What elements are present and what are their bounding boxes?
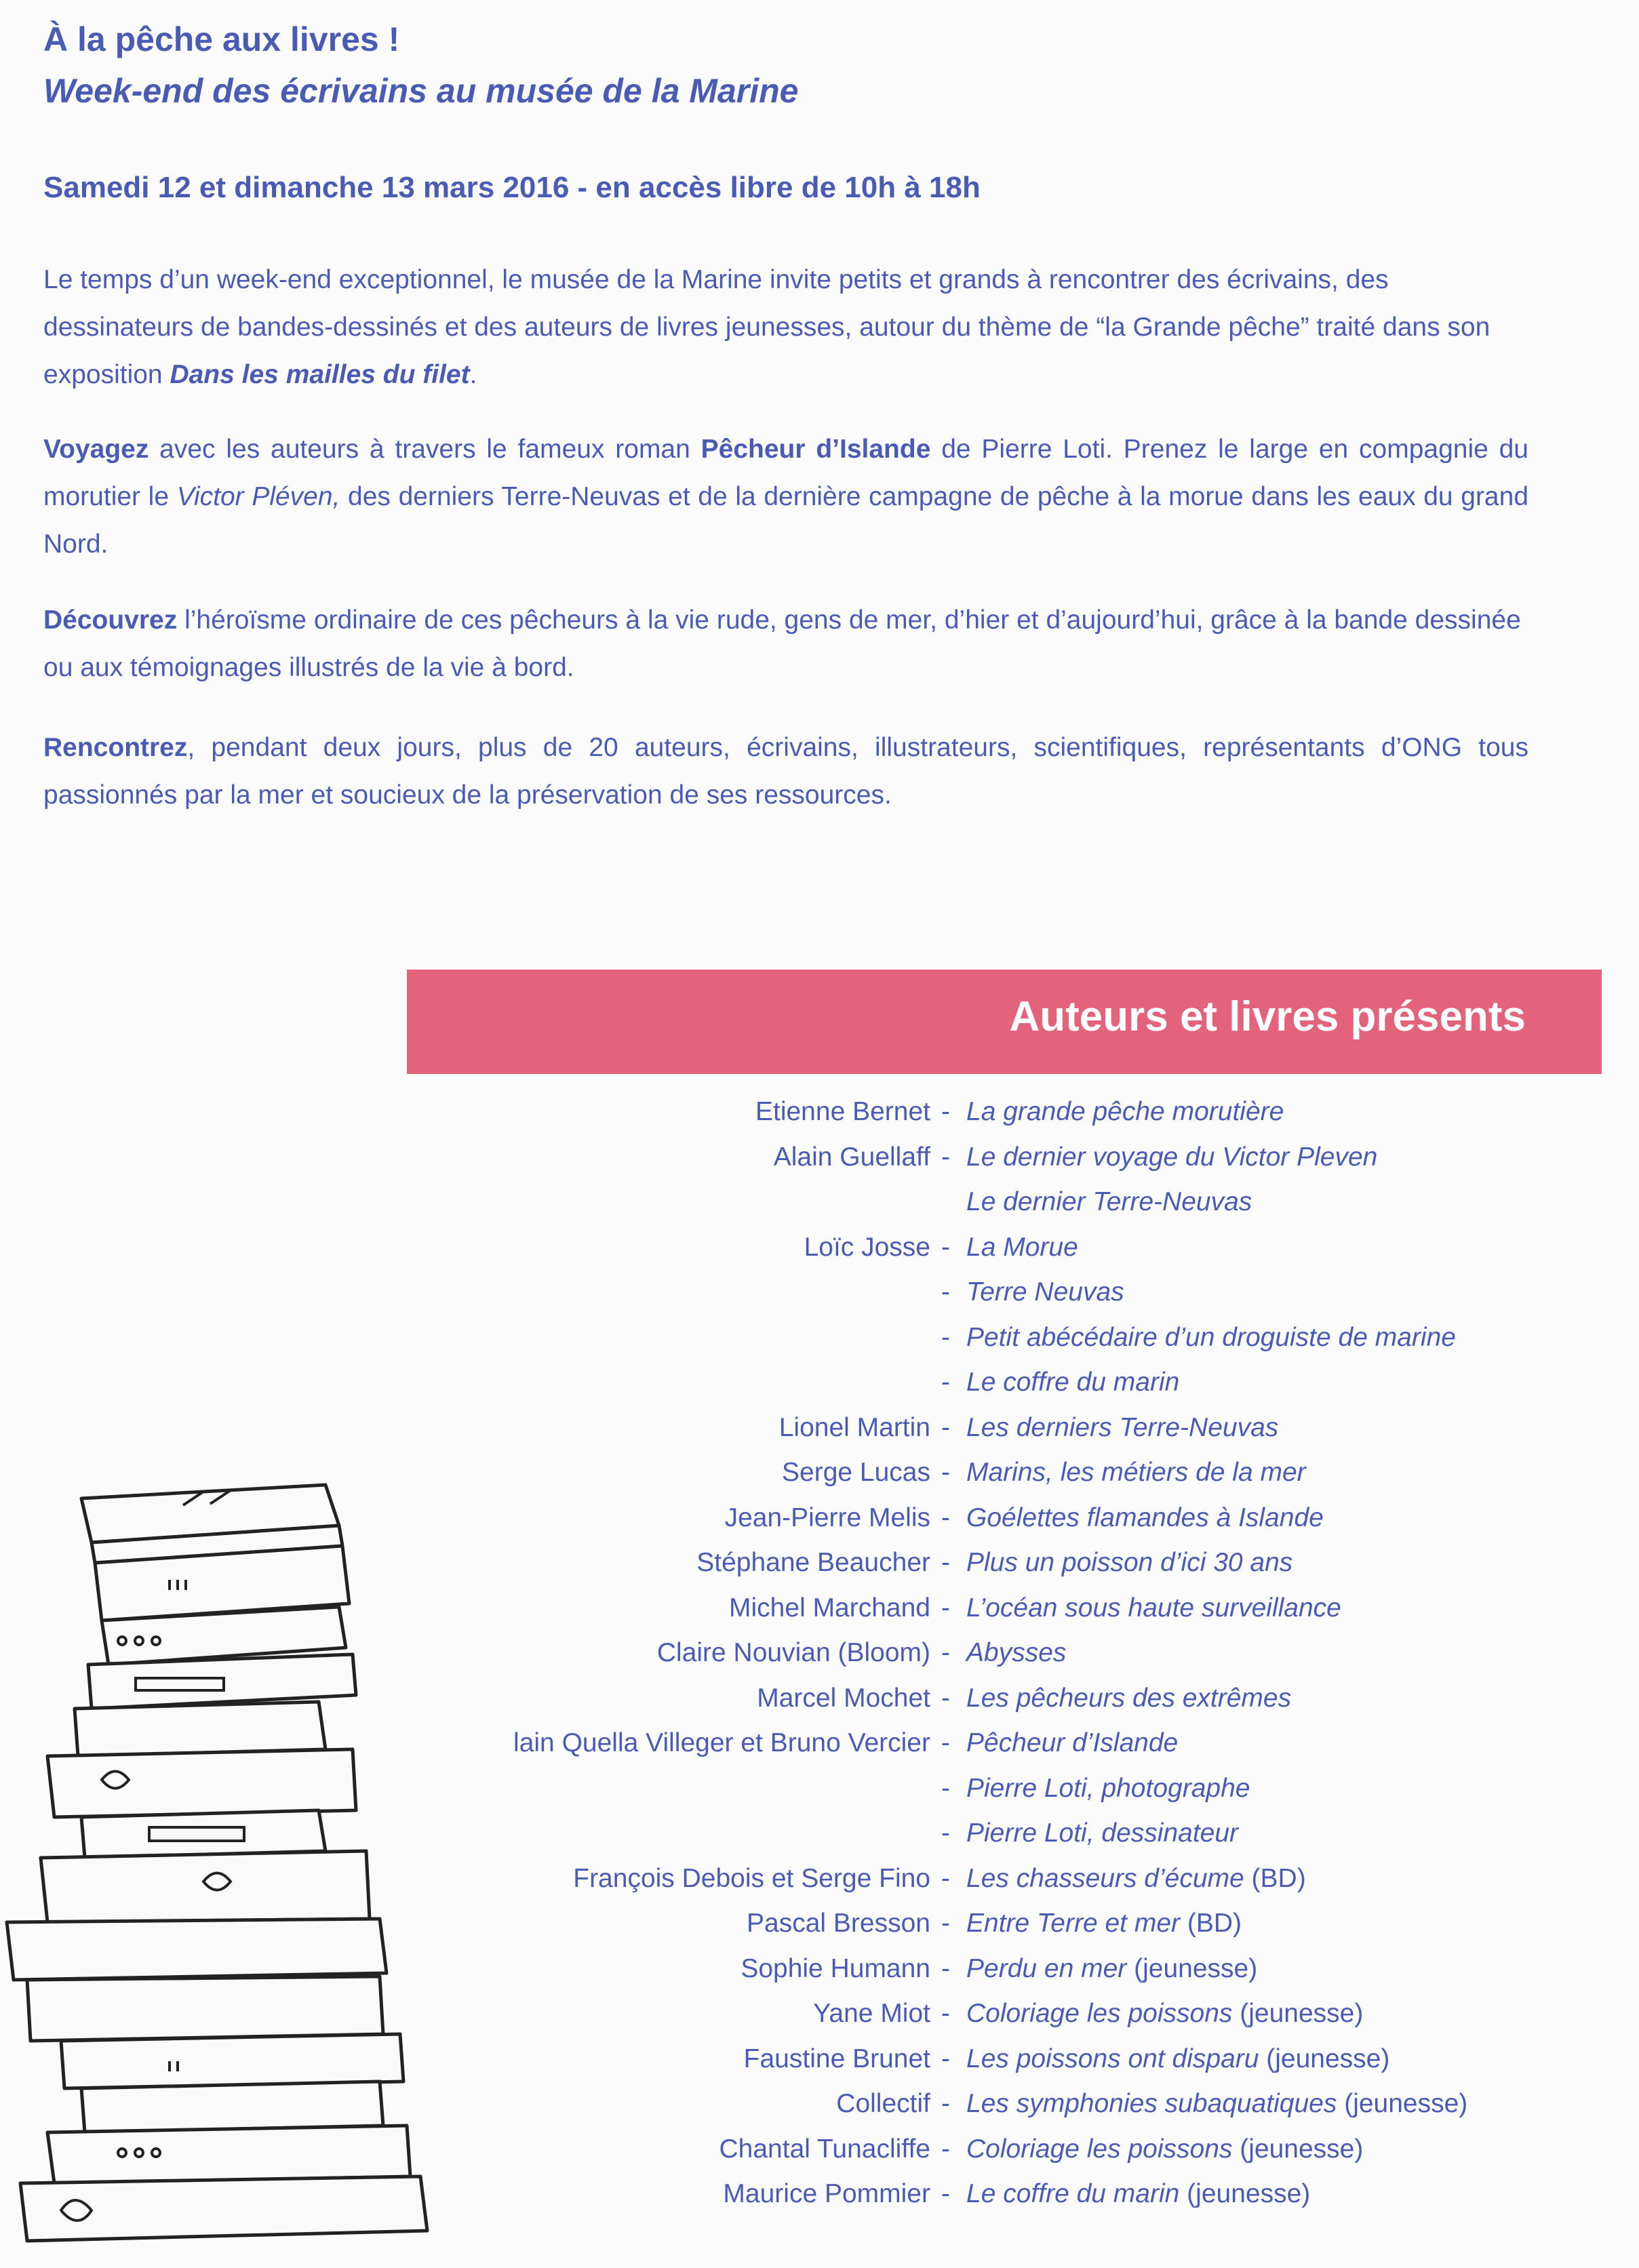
book-title xyxy=(966,1233,1078,1262)
book-title xyxy=(966,1684,1291,1713)
decouvrez-lead: Découvrez xyxy=(43,605,178,635)
book-title xyxy=(966,1954,1257,1984)
book-title-text: Coloriage les poissons xyxy=(966,2134,1233,2164)
book-stack-drawing-icon xyxy=(0,1471,448,2251)
author-name: François Debois et Serge Fino xyxy=(573,1863,930,1893)
author-name: Michel Marchand xyxy=(729,1593,930,1623)
voyagez-paragraph xyxy=(43,426,1528,568)
intro-paragraph xyxy=(43,256,1528,399)
book-title-text: Terre Neuvas xyxy=(966,1277,1124,1307)
book-title xyxy=(966,1368,1179,1397)
book-title-text: Perdu en mer xyxy=(966,1953,1127,1983)
book-title-text: Pierre Loti, dessinateur xyxy=(966,1818,1239,1848)
author-name: Maurice Pommier xyxy=(723,2179,930,2208)
book-title xyxy=(966,1323,1456,1353)
book-title xyxy=(966,1142,1377,1172)
book-title-text: Les poissons ont disparu xyxy=(966,2044,1259,2073)
author-entry xyxy=(0,1368,1639,1412)
entry-dash: - xyxy=(941,1909,950,1938)
entry-dash: - xyxy=(941,2044,950,2073)
book-title xyxy=(966,1548,1292,1578)
entry-dash: - xyxy=(941,1773,950,1803)
book-title xyxy=(966,1728,1178,1758)
author-entry xyxy=(0,1142,1639,1187)
book-category: (BD) xyxy=(1244,1863,1306,1893)
book-title xyxy=(966,1593,1341,1623)
book-title-text: Goélettes flamandes à Islande xyxy=(966,1503,1324,1532)
book-title xyxy=(966,1503,1324,1533)
author-entry xyxy=(0,1233,1639,1277)
author-entry xyxy=(0,1097,1639,1142)
book-title-text: Les derniers Terre-Neuvas xyxy=(966,1412,1279,1442)
book-category: (jeunesse) xyxy=(1179,2179,1311,2208)
entry-dash: - xyxy=(941,1412,950,1442)
book-title-text: Pêcheur d’Islande xyxy=(966,1728,1179,1757)
book-title xyxy=(966,1864,1306,1894)
entry-dash: - xyxy=(941,2134,950,2164)
entry-dash: - xyxy=(941,2089,950,2118)
book-title-text: Les pêcheurs des extrêmes xyxy=(966,1683,1292,1713)
book-title xyxy=(966,2044,1389,2074)
author-name: Pascal Bresson xyxy=(747,1909,930,1938)
author-entry xyxy=(0,1277,1639,1322)
page-title: À la pêche aux livres ! xyxy=(43,20,400,58)
book-category: (jeunesse) xyxy=(1232,1999,1364,2028)
author-name: Collectif xyxy=(836,2089,930,2118)
author-name: Alain Guellaff xyxy=(773,1142,930,1172)
book-title-text: L’océan sous haute surveillance xyxy=(966,1593,1341,1623)
entry-dash: - xyxy=(941,1322,950,1352)
book-title xyxy=(966,1097,1284,1127)
book-title xyxy=(966,1909,1242,1938)
author-entry xyxy=(0,1187,1639,1232)
voyagez-text-b: de Pierre Loti. Prenez le large en compagnie du morutier le xyxy=(43,435,1528,511)
section-title: Auteurs et livres présents xyxy=(1009,993,1526,1040)
author-entry xyxy=(0,1413,1639,1458)
book-title-text: La Morue xyxy=(966,1232,1078,1262)
book-title xyxy=(966,1818,1238,1848)
book-title xyxy=(966,2179,1310,2209)
voyagez-lead: Voyagez xyxy=(43,435,149,464)
entry-dash: - xyxy=(941,1593,950,1623)
book-category: (jeunesse) xyxy=(1337,2089,1468,2118)
book-title-text: Entre Terre et mer xyxy=(966,1909,1181,1938)
book-category: (BD) xyxy=(1180,1909,1242,1938)
book-title xyxy=(966,1413,1278,1443)
book-title-text: Le dernier Terre-Neuvas xyxy=(966,1187,1252,1216)
author-name: Serge Lucas xyxy=(782,1458,930,1487)
author-name: Etienne Bernet xyxy=(755,1097,930,1126)
ship-name: Victor Pléven, xyxy=(176,482,340,511)
book-title-text: Le dernier voyage du Victor Pleven xyxy=(966,1142,1378,1172)
book-title xyxy=(966,1638,1066,1668)
section-banner xyxy=(407,970,1602,1074)
decouvrez-text: l’héroïsme ordinaire de ces pêcheurs à la vie rude, gens de mer, d’hier et d’aujourd’hui, grâce à la bande dessinée ou aux témoignages illustrés de la vie à bord. xyxy=(43,605,1521,682)
exhibition-title: Dans les mailles du filet xyxy=(170,360,470,389)
book-title xyxy=(966,1458,1306,1488)
entry-dash: - xyxy=(941,1097,950,1126)
author-name: Stéphane Beaucher xyxy=(696,1548,930,1577)
author-name: Chantal Tunacliffe xyxy=(719,2134,930,2164)
voyagez-text-c: des derniers Terre-Neuvas et de la dernière campagne de pêche à la morue dans les eaux du grand Nord. xyxy=(43,482,1529,559)
book-category: (jeunesse) xyxy=(1259,2044,1390,2073)
novel-title: Pêcheur d’Islande xyxy=(700,435,931,464)
entry-dash: - xyxy=(941,1683,950,1713)
entry-dash: - xyxy=(941,1368,950,1397)
page-subtitle: Week-end des écrivains au musée de la Marine xyxy=(43,72,799,110)
book-title xyxy=(966,1187,1252,1217)
entry-dash: - xyxy=(941,1548,950,1577)
event-dateline: Samedi 12 et dimanche 13 mars 2016 - en accès libre de 10h à 18h xyxy=(43,171,981,204)
entry-dash: - xyxy=(941,2179,950,2208)
book-title xyxy=(966,1277,1124,1307)
author-name: Yane Miot xyxy=(813,1999,930,2028)
author-name: Jean-Pierre Melis xyxy=(724,1503,930,1532)
rencontrez-paragraph xyxy=(43,724,1528,819)
author-name: Lionel Martin xyxy=(778,1412,930,1442)
entry-dash: - xyxy=(941,1863,950,1893)
book-title-text: Petit abécédaire d’un droguiste de marine xyxy=(966,1322,1456,1352)
book-title-text: Le coffre du marin xyxy=(966,1368,1180,1397)
entry-dash: - xyxy=(941,1503,950,1532)
entry-dash: - xyxy=(941,1953,950,1983)
intro-text: Le temps d’un week-end exceptionnel, le musée de la Marine invite petits et grands à rencontrer des écrivains, des dessinateurs de bandes-dessinés et des auteurs de livres jeunesses, autour du thème de “la Grande pêche” traité dans son exposition xyxy=(43,265,1490,389)
rencontrez-text: , pendant deux jours, plus de 20 auteurs, écrivains, illustrateurs, scientifiques, représentants d’ONG tous passionnés par la mer et soucieux de la préservation de ses ressources. xyxy=(43,733,1528,810)
entry-dash: - xyxy=(941,1142,950,1172)
entry-dash: - xyxy=(941,1818,950,1848)
author-name: Loïc Josse xyxy=(804,1232,930,1262)
book-title-text: Marins, les métiers de la mer xyxy=(966,1458,1306,1487)
book-title xyxy=(966,1999,1363,2029)
book-title xyxy=(966,1774,1250,1804)
book-title-text: Les chasseurs d’écume xyxy=(966,1863,1244,1893)
book-title-text: La grande pêche morutière xyxy=(966,1097,1284,1126)
book-title-text: Les symphonies subaquatiques xyxy=(966,2089,1337,2118)
entry-dash: - xyxy=(941,1458,950,1487)
author-entry xyxy=(0,1323,1639,1368)
book-title xyxy=(966,2134,1363,2164)
entry-dash: - xyxy=(941,1277,950,1307)
rencontrez-lead: Rencontrez xyxy=(43,733,188,762)
decouvrez-paragraph xyxy=(43,597,1528,692)
book-title xyxy=(966,2089,1467,2119)
entry-dash: - xyxy=(941,1232,950,1262)
author-name: Claire Nouvian (Bloom) xyxy=(656,1638,930,1667)
author-name: Marcel Mochet xyxy=(757,1683,930,1713)
author-name: lain Quella Villeger et Bruno Vercier xyxy=(513,1728,930,1757)
book-title-text: Le coffre du marin xyxy=(966,2179,1180,2208)
entry-dash: - xyxy=(941,1728,950,1757)
book-title-text: Abysses xyxy=(966,1638,1067,1667)
voyagez-text-a: avec les auteurs à travers le fameux roman xyxy=(149,435,701,464)
book-title-text: Plus un poisson d’ici 30 ans xyxy=(966,1548,1293,1577)
entry-dash: - xyxy=(941,1999,950,2028)
book-category: (jeunesse) xyxy=(1232,2134,1364,2164)
intro-end: . xyxy=(469,360,477,389)
entry-dash: - xyxy=(941,1638,950,1667)
author-name: Sophie Humann xyxy=(740,1953,930,1983)
book-title-text: Coloriage les poissons xyxy=(966,1999,1233,2028)
book-title-text: Pierre Loti, photographe xyxy=(966,1773,1250,1803)
book-category: (jeunesse) xyxy=(1126,1953,1258,1983)
author-name: Faustine Brunet xyxy=(743,2044,930,2073)
